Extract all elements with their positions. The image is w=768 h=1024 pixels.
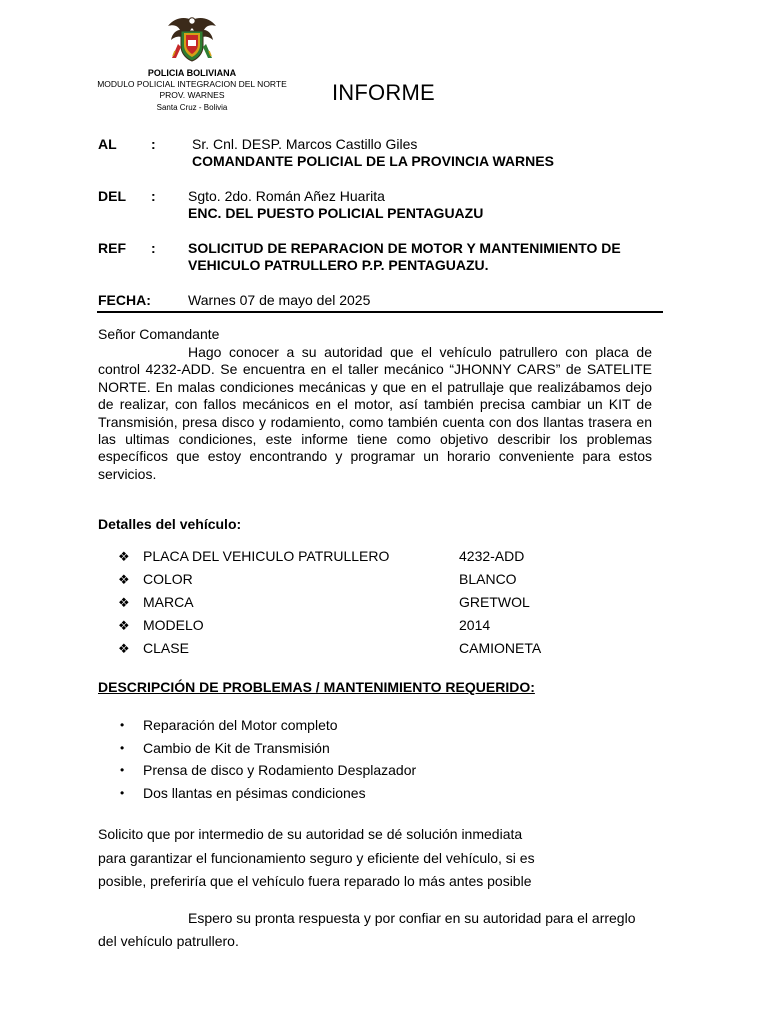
bullet-icon: • [120, 718, 125, 732]
date-label: FECHA: [98, 292, 151, 308]
problem-text: Reparación del Motor completo [143, 717, 338, 733]
problems-list [118, 714, 638, 804]
closing-line-1: Espero su pronta respuesta y por confiar en su autoridad para el arreglo [188, 910, 636, 926]
city-name: Santa Cruz - Bolivia [156, 103, 228, 112]
vehicle-detail-label: COLOR [143, 571, 193, 587]
ref-line-2: VEHICULO PATRULLERO P.P. PENTAGUAZU. [188, 257, 489, 273]
diamond-bullet-icon: ❖ [118, 549, 130, 564]
from-position: ENC. DEL PUESTO POLICIAL PENTAGUAZU [188, 205, 484, 221]
problem-text: Dos llantas en pésimas condiciones [143, 784, 366, 801]
problems-title: DESCRIPCIÓN DE PROBLEMAS / MANTENIMIENTO REQUERIDO: [98, 679, 535, 695]
bullet-icon: • [120, 763, 125, 777]
vehicle-details-list [118, 545, 638, 660]
list-item [118, 714, 638, 737]
vehicle-detail-value: CAMIONETA [459, 640, 542, 656]
diamond-bullet-icon: ❖ [118, 618, 130, 633]
header-divider [97, 311, 663, 313]
list-item [118, 545, 638, 568]
bullet-icon: • [120, 785, 125, 800]
from-name: Sgto. 2do. Román Añez Huarita [188, 188, 385, 204]
ref-colon: : [151, 240, 156, 256]
vehicle-details-title: Detalles del vehículo: [98, 516, 242, 532]
module-name: MODULO POLICIAL INTEGRACION DEL NORTE [97, 79, 287, 89]
from-label: DEL [98, 188, 126, 204]
to-name: Sr. Cnl. DESP. Marcos Castillo Giles [192, 136, 418, 152]
closing-line-2: del vehículo patrullero. [98, 933, 239, 949]
bullet-icon: • [120, 740, 125, 755]
province-name: PROV. WARNES [159, 90, 225, 100]
problem-text: Cambio de Kit de Transmisión [143, 739, 330, 756]
request-line-1: Solicito que por intermedio de su autoridad se dé solución inmediata [98, 826, 523, 842]
list-item [118, 591, 638, 614]
vehicle-detail-label: MODELO [143, 617, 204, 633]
vehicle-detail-label: PLACA DEL VEHICULO PATRULLERO [143, 548, 390, 564]
diamond-bullet-icon: ❖ [118, 641, 130, 656]
diamond-bullet-icon: ❖ [118, 595, 130, 610]
vehicle-detail-value: 4232-ADD [459, 548, 525, 564]
vehicle-detail-value: 2014 [459, 617, 491, 633]
from-colon: : [151, 188, 156, 204]
date-value: Warnes 07 de mayo del 2025 [188, 292, 371, 308]
list-item [118, 568, 638, 591]
list-item [118, 737, 638, 760]
to-colon: : [151, 136, 156, 152]
vehicle-detail-label: CLASE [143, 640, 189, 656]
list-item [118, 782, 638, 805]
list-item [118, 759, 638, 782]
salutation: Señor Comandante [98, 326, 220, 342]
vehicle-detail-value: GRETWOL [459, 594, 530, 610]
ref-line-1: SOLICITUD DE REPARACION DE MOTOR Y MANTENIMIENTO DE [188, 240, 621, 256]
problem-text: Prensa de disco y Rodamiento Desplazador [143, 762, 417, 778]
police-emblem-icon [164, 14, 220, 66]
vehicle-detail-label: MARCA [143, 594, 194, 610]
to-position: COMANDANTE POLICIAL DE LA PROVINCIA WARNES [192, 153, 554, 169]
to-label: AL [98, 136, 117, 152]
list-item [118, 637, 638, 660]
body-paragraph: Hago conocer a su autoridad que el vehículo patrullero con placa de control 4232-ADD. Se encuentra en el taller mecánico “JHONNY CARS” de SATELITE NORTE. En malas condiciones mecánicas y que en el patrullaje que realizábamos dejo de realizar, con fallos mecánicos en el motor, así también precisa cambiar un KIT de Transmisión, presa disco y rodamiento, como también cuenta con dos llantas trasera en las ultimas condiciones, este informe tiene como objetivo describir los problemas específicos que estoy encontrando y programar un horario conveniente para estos servicios. [98, 344, 652, 482]
diamond-bullet-icon: ❖ [118, 572, 130, 587]
vehicle-detail-value: BLANCO [459, 571, 517, 587]
ref-label: REF [98, 240, 126, 256]
request-line-3: posible, preferiría que el vehículo fuera reparado lo más antes posible [98, 873, 532, 889]
list-item [118, 614, 638, 637]
org-name: POLICIA BOLIVIANA [147, 68, 237, 78]
document-title: INFORME [332, 80, 435, 105]
request-line-2: para garantizar el funcionamiento seguro y eficiente del vehículo, si es [98, 850, 535, 866]
